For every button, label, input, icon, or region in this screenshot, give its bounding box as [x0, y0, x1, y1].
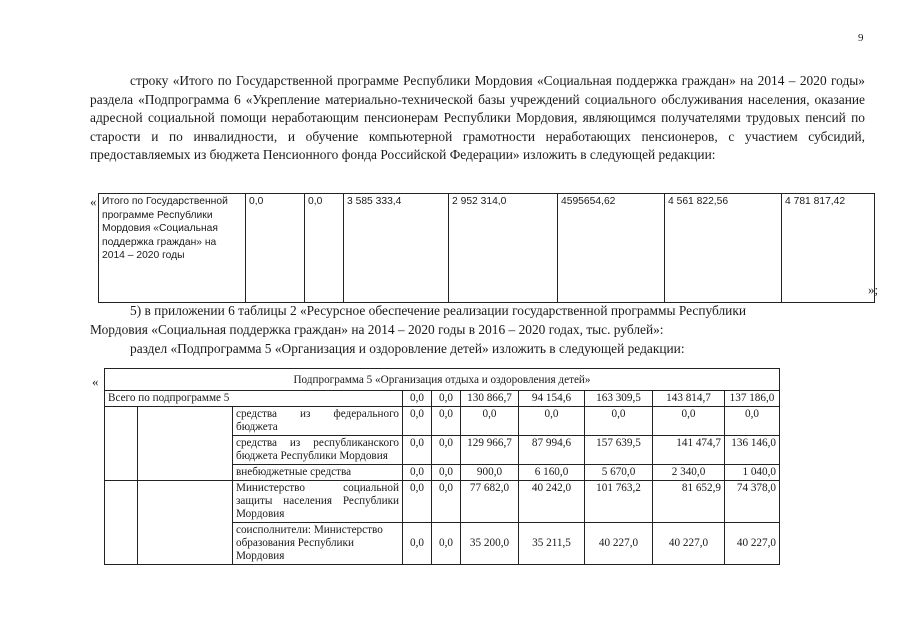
table2-cell: 0,0: [403, 407, 432, 436]
table2-cell: 136 146,0: [725, 436, 780, 465]
table1-row: [99, 194, 875, 303]
table2-cell: 0,0: [519, 407, 585, 436]
table2-cell: 87 994,6: [519, 436, 585, 465]
item5-line1: 5) в приложении 6 таблицы 2 «Ресурсное обеспечение реализации государственной программы Республики: [130, 303, 747, 318]
item5-line2: Мордовия «Социальная поддержка граждан» на 2014 – 2020 годы в 2016 – 2020 годах, тыс. рублей»:: [90, 322, 664, 337]
table2-cell: 40 227,0: [653, 523, 725, 565]
table2-total-label: Всего по подпрограмме 5: [105, 391, 403, 407]
table2-cell: 0,0: [653, 407, 725, 436]
table1-open-quote: «: [90, 194, 97, 209]
item5-line3: раздел «Подпрограмма 5 «Организация и оздоровление детей» изложить в следующей редакции:: [130, 341, 685, 356]
table2-header-row: [105, 369, 780, 391]
table2-open-quote: «: [92, 374, 99, 389]
table2-cell: 0,0: [403, 523, 432, 565]
table2-cell: 143 814,7: [653, 391, 725, 407]
table2-cell: 6 160,0: [519, 465, 585, 481]
table2-row: [105, 481, 780, 523]
table2-cell: 130 866,7: [461, 391, 519, 407]
table1-cell: 4595654,62: [558, 194, 665, 303]
table2-empty-cell: [105, 407, 138, 481]
table1: [98, 193, 875, 303]
table2-cell: 0,0: [461, 407, 519, 436]
table2-total-row: [105, 391, 780, 407]
table2-cell: 2 340,0: [653, 465, 725, 481]
table2-cell: 157 639,5: [585, 436, 653, 465]
table2-cell: 129 966,7: [461, 436, 519, 465]
table2-row: [105, 407, 780, 436]
table2-empty-cell: [105, 481, 138, 565]
table1-cell: 2 952 314,0: [449, 194, 558, 303]
table2-cell: 101 763,2: [585, 481, 653, 523]
table1-cell: 4 781 817,42: [782, 194, 875, 303]
table2-cell: 163 309,5: [585, 391, 653, 407]
table2-cell: 40 242,0: [519, 481, 585, 523]
table1-cell: 0,0: [305, 194, 344, 303]
table2-cell: 900,0: [461, 465, 519, 481]
table2-cell: 1 040,0: [725, 465, 780, 481]
table2-cell: 0,0: [403, 465, 432, 481]
table2-cell: 0,0: [403, 436, 432, 465]
intro-paragraph: [90, 72, 865, 165]
table2-cell: 77 682,0: [461, 481, 519, 523]
table2-header: Подпрограмма 5 «Организация отдыха и оздоровления детей»: [105, 369, 780, 391]
table2-row-label: Министерство социальной защиты населения Республики Мордовия: [233, 481, 403, 523]
table2-cell: 94 154,6: [519, 391, 585, 407]
table2-cell: 0,0: [432, 436, 461, 465]
table2: [104, 368, 780, 565]
table2-cell: 137 186,0: [725, 391, 780, 407]
table2-row-label: средства из республиканского бюджета Республики Мордовия: [233, 436, 403, 465]
table2-cell: 81 652,9: [653, 481, 725, 523]
table2-row-label: соисполнители: Министерство образования Республики Мордовия: [233, 523, 403, 565]
table2-cell: 74 378,0: [725, 481, 780, 523]
table2-cell: 0,0: [432, 523, 461, 565]
table1-close-quote: »;: [868, 282, 879, 297]
table1-cell: 4 561 822,56: [665, 194, 782, 303]
table2-cell: 0,0: [585, 407, 653, 436]
table2-cell: 5 670,0: [585, 465, 653, 481]
table2-row-label: средства из федерального бюджета: [233, 407, 403, 436]
table2-cell: 40 227,0: [725, 523, 780, 565]
table2-row-label: внебюджетные средства: [233, 465, 403, 481]
table2-cell: 35 200,0: [461, 523, 519, 565]
table2-cell: 0,0: [432, 481, 461, 523]
page-number: 9: [858, 32, 864, 44]
table2-cell: 0,0: [432, 407, 461, 436]
table2-cell: 0,0: [403, 391, 432, 407]
table2-cell: 0,0: [432, 465, 461, 481]
table2-empty-cell: [138, 407, 233, 481]
table2-cell: 40 227,0: [585, 523, 653, 565]
table1-cell: 0,0: [246, 194, 305, 303]
intro-paragraph-text: строку «Итого по Государственной программе Республики Мордовия «Социальная поддержка граждан» на 2014 – 2020 годы» раздела «Подпрограмма 6 «Укрепление материально-технической базы учреждений социального обслуживания населения, оказание адресной социальной помощи неработающим пенсионерам Республики Мордовия, являющимся получателями трудовых пенсий по старости и по инвалидности, и обучение компьютерной грамотности неработающих пенсионеров, с участием субсидий, предоставляемых из бюджета Пенсионного фонда Российской Федерации» изложить в следующей редакции:: [90, 73, 865, 162]
table2-cell: 35 211,5: [519, 523, 585, 565]
table1-label-cell: Итого по Государственной программе Республики Мордовия «Социальная поддержка граждан» на 2014 – 2020 годы: [99, 194, 246, 303]
table2-cell: 141 474,7: [653, 436, 725, 465]
table2-cell: 0,0: [432, 391, 461, 407]
table2-cell: 0,0: [725, 407, 780, 436]
table2-cell: 0,0: [403, 481, 432, 523]
table1-cell: 3 585 333,4: [344, 194, 449, 303]
table2-empty-cell: [138, 481, 233, 565]
